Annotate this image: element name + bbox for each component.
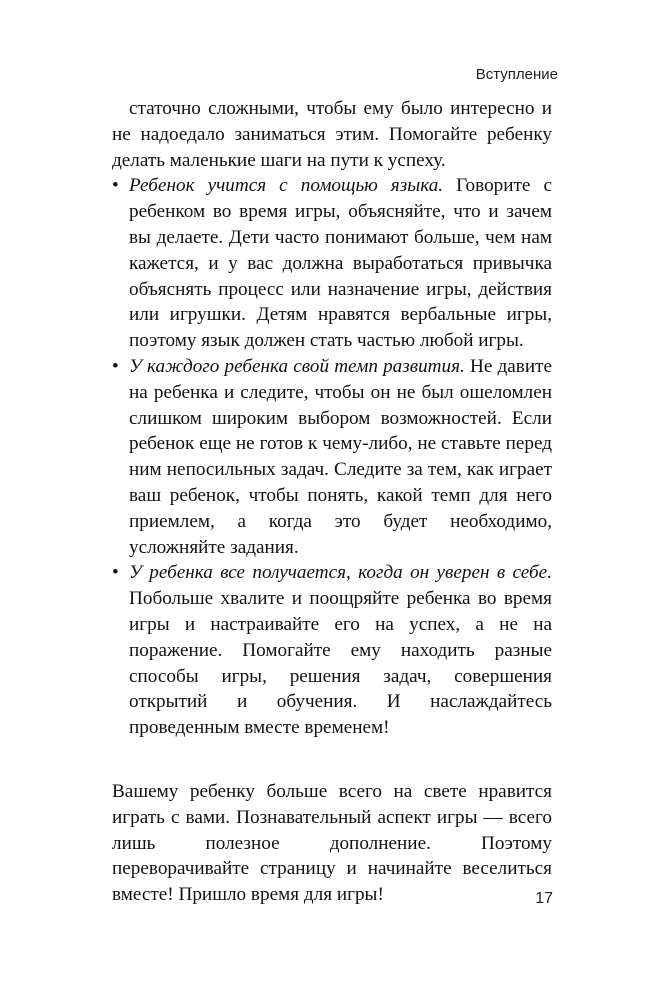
bullet-lead: У каждого ребенка свой темп развития.: [129, 355, 465, 377]
bullet-lead: Ребенок учится с помощью языка.: [129, 175, 444, 197]
bullet-icon: •: [112, 562, 119, 584]
closing-paragraph: Вашему ребенку больше всего на свете нравится играть с вами. Познавательный аспект игры — всего лишь полезное дополнение. Поэтому переворачивайте страницу и начинайте веселиться вместе! Пришло время для игры!: [112, 780, 552, 906]
bullet-body: Не давите на ребенка и следите, чтобы он не был ошеломлен слишком широким выбором возможностей. Если ребенок еще не готов к чему-либо, не ставьте перед ним непосильных задач. Следите за тем, как играет ваш ребенок, чтобы понять, какой темп для него приемлем, а когда это будет необходимо, усложняйте задания.: [129, 355, 553, 558]
bullet-icon: •: [112, 175, 119, 197]
bullet-body: Побольше хвалите и поощряйте ребенка во время игры и настраивайте его на успех, а не на поражение. Помогайте ему находить разные способы игры, решения задач, совершения открытий и обучения. И наслаждайтесь проведенным вместе временем!: [129, 588, 552, 739]
bullet-lead: У ребенка все получается, когда он уверен в себе.: [129, 562, 552, 584]
tips-bullet-list: [112, 173, 552, 741]
running-head: Вступление: [475, 66, 558, 83]
bullet-item-language: [112, 173, 552, 354]
intro-continuation-paragraph: статочно сложными, чтобы ему было интересно и не надоедало заниматься этим. Помогайте ребенку делать маленькие шаги на пути к успеху.: [112, 98, 552, 171]
page-number: 17: [535, 890, 553, 907]
bullet-item-pace: [112, 354, 552, 560]
bullet-item-confidence: [112, 560, 552, 741]
bullet-body: Говорите с ребенком во время игры, объясняйте, что и зачем вы делаете. Дети часто понимают больше, чем нам кажется, и у вас должна выработаться привычка объяснять процесс или назначение игры, действия или игрушки. Детям нравятся вербальные игры, поэтому язык должен стать частью любой игры.: [129, 175, 552, 352]
page-body: [112, 96, 552, 927]
bullet-icon: •: [112, 355, 119, 377]
